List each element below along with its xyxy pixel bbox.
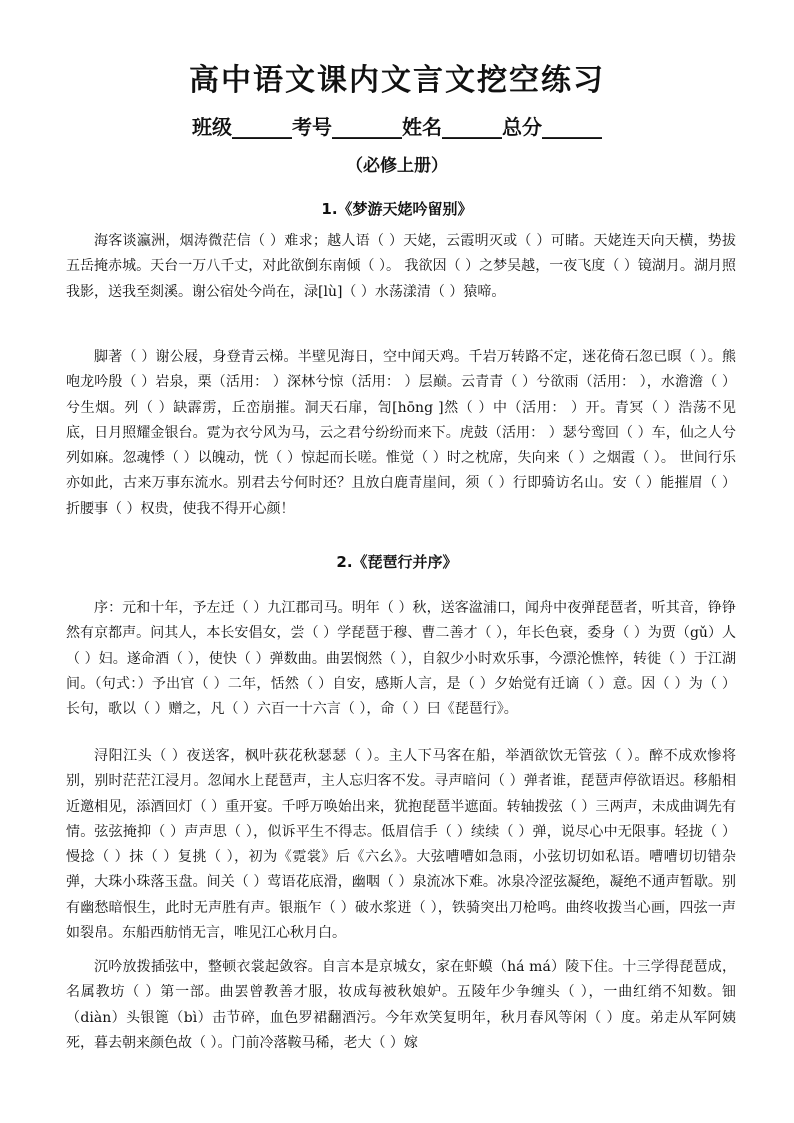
- page-title: 高中语文课内文言文挖空练习: [189, 63, 605, 98]
- student-info-line: 班级______考号_______姓名______总分______: [192, 115, 602, 139]
- passage-paragraph: 海客谈瀛洲，烟涛微茫信（ ）难求；越人语（ ）天姥，云霞明灭或（ ）可睹。天姥连天向天横，势拔五岳掩赤城。天台一万八千丈，对此欲倒东南倾（ ）。 我欲因（ ）之梦吴越，一夜飞度（ ）镜湖月。湖月照我影，送我至剡溪。谢公宿处今尚在，渌[lù]（ ）水荡漾清（ ）猿啼。: [66, 233, 736, 300]
- section-title: 2.《琵琶行并序》: [336, 553, 458, 571]
- passage-paragraph: 浔阳江头（ ）夜送客，枫叶荻花秋瑟瑟（ ）。主人下马客在船，举酒欲饮无管弦（ ）。醉不成欢惨将别，别时茫茫江浸月。忽闻水上琵琶声，主人忘归客不发。寻声暗问（ ）弹者谁，琵琶声停欲语迟。移船相近邀相见，添酒回灯（ ）重开宴。千呼万唤始出来，犹抱琵琶半遮面。转轴拨弦（ ）三两声，未成曲调先有情。弦弦掩抑（ ）声声思（ ），似诉平生不得志。低眉信手（ ）续续（ ）弹，说尽心中无限事。轻拢（ ）慢捻（ ）抹（ ）复挑（ ），初为《霓裳》后《六幺》。大弦嘈嘈如急雨，小弦切切如私语。嘈嘈切切错杂弹，大珠小珠落玉盘。间关（ ）莺语花底滑，幽咽（ ）泉流冰下难。冰泉冷涩弦凝绝，凝绝不通声暂歇。别有幽愁暗恨生，此时无声胜有声。银瓶乍（ ）破水浆迸（ ），铁骑突出刀枪鸣。曲终收拨当心画，四弦一声如裂帛。东船西舫悄无言，唯见江心秋月白。: [66, 748, 736, 942]
- section-title: 1.《梦游天姥吟留别》: [321, 200, 473, 218]
- passage-paragraph: 序：元和十年，予左迁（ ）九江郡司马。明年（ ）秋，送客湓浦口，闻舟中夜弹琵琶者，听其音，铮铮然有京都声。问其人，本长安倡女，尝（ ）学琵琶于穆、曹二善才（ ），年长色衰，委身（ ）为贾（gǔ）人（ ）妇。遂命酒（ ），使快（ ）弹数曲。曲罢悯然（ ），自叙少小时欢乐事，今漂沦憔悴，转徙（ ）于江湖间。（句式：）予出官（ ）二年，恬然（ ）自安，感斯人言，是（ ）夕始觉有迁谪（ ）意。因（ ）为（ ）长句，歌以（ ）赠之，凡（ ）六百一十六言（ ），命（ ）曰《琵琶行》。: [66, 600, 736, 718]
- passage-paragraph: 沉吟放拨插弦中，整顿衣裳起敛容。自言本是京城女，家在虾蟆（há má）陵下住。十三学得琵琶成，名属教坊（ ）第一部。曲罢曾教善才服，妆成每被秋娘妒。五陵年少争缠头（ ），一曲红绡不知数。钿（diàn）头银篦（bì）击节碎，血色罗裙翻酒污。今年欢笑复明年，秋月春风等闲（ ）度。弟走从军阿姨死，暮去朝来颜色故（ ）。门前冷落鞍马稀，老大（ ）嫁: [66, 959, 736, 1051]
- volume-subtitle: （必修上册）: [346, 156, 448, 176]
- passage-paragraph: 脚著（ ）谢公屐，身登青云梯。半壁见海日，空中闻天鸡。千岩万转路不定，迷花倚石忽已暝（ ）。熊咆龙吟殷（ ）岩泉，栗（活用： ）深林兮惊（活用： ）层巅。云青青（ ）兮欲雨（活用： ），水澹澹（ ）兮生烟。列（ ）缺霹雳，丘峦崩摧。洞天石扉，訇[hōng ]然（ ）中（活用： ）开。青冥（ ）浩荡不见底，日月照耀金银台。霓为衣兮风为马，云之君兮纷纷而来下。虎鼓（活用： ）瑟兮鸾回（ ）车，仙之人兮列如麻。忽魂悸（ ）以魄动，恍（ ）惊起而长嗟。惟觉（ ）时之枕席，失向来（ ）之烟霞（ ）。 世间行乐亦如此，古来万事东流水。别君去兮何时还？且放白鹿青崖间，须（ ）行即骑访名山。安（ ）能摧眉（ ）折腰事（ ）权贵，使我不得开心颜！: [66, 349, 736, 517]
